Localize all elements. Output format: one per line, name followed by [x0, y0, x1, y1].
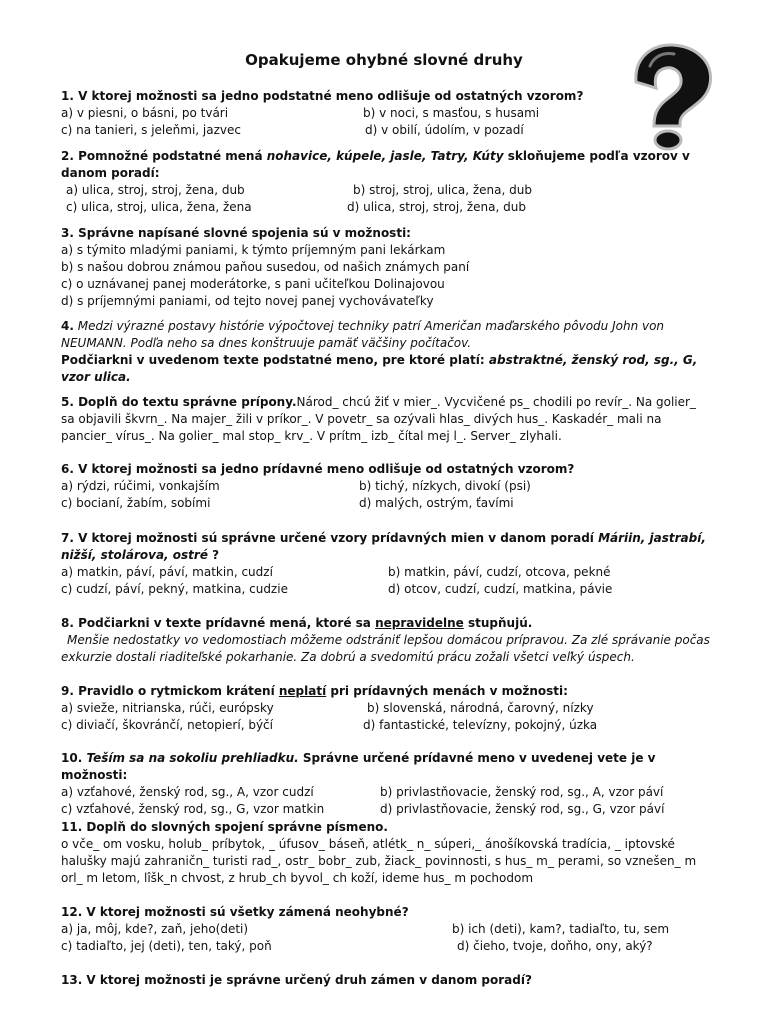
question-5-exercise: Národ_ chcú žiť v mier_. Vycvičené ps_ chodili po revír_. Na golier_ sa objavili škvrn_. Na majer_ žili v príkor_. V povetr_ sa ozývali hlas_ divých hus_. Kaskadér_ mali na pancier_ vírus_. Na golier_ mal stop_ krv_. V prítm_ izb_ čítal mej l_. Server_ zlyhali.: [61, 395, 696, 443]
question-9-heading-text: 9. Pravidlo o rytmickom krátení: [61, 684, 279, 698]
question-4-text: [61, 318, 713, 352]
question-1-option-d: d) v obilí, údolím, v pozadí: [365, 123, 524, 137]
question-9-heading-tail: pri prídavných menách v možnosti:: [326, 684, 568, 698]
question-9: [61, 683, 713, 734]
question-6-option-b: b) tichý, nízkych, divokí (psi): [359, 479, 531, 493]
question-2: [61, 148, 713, 216]
question-7-heading-words: Máriin, jastrabí, nižší, stolárova, ostré: [61, 531, 706, 562]
question-1-option-b: b) v noci, s masťou, s husami: [363, 106, 540, 120]
question-4-task: [61, 352, 713, 386]
question-10-heading-sentence: Teším sa na sokoliu prehliadku.: [86, 751, 299, 765]
question-12-option-b: b) ich (deti), kam?, tadiaľto, tu, sem: [452, 922, 670, 936]
question-2-heading-text: 2. Pomnožné podstatné mená: [61, 149, 267, 163]
question-8-passage: Menšie nedostatky vo vedomostiach môžeme odstrániť lepšou domácou prípravou. Za zlé správanie počas exkurzie dostali riaditeľské pokarhanie. Za dobrú a svedomitú prácu zožali všetci veľký úspech.: [61, 633, 710, 664]
question-8-heading-text: 8. Podčiarkni v texte prídavné mená, ktoré sa: [61, 616, 376, 630]
question-6-option-a: a) rýdzi, rúčimi, vonkajším: [61, 479, 220, 493]
question-12-option-d: d) čieho, tvoje, doňho, ony, aký?: [457, 939, 653, 953]
question-3-option-b: b) s našou dobrou známou paňou susedou, od našich známych paní: [61, 260, 470, 274]
question-2-heading-tail: skloňujeme podľa vzorov v danom poradí:: [61, 149, 690, 180]
question-8: [61, 615, 713, 666]
question-7: [61, 530, 713, 598]
question-7-heading-tail: ?: [207, 548, 220, 562]
question-2-option-c: c) ulica, stroj, ulica, žena, žena: [66, 200, 252, 214]
page-title: Opakujeme ohybné slovné druhy: [245, 51, 523, 69]
question-8-heading-underlined: nepravidelne: [375, 616, 464, 630]
question-12-option-a: a) ja, môj, kde?, zaň, jeho(deti): [61, 922, 249, 936]
question-12-heading: 12. V ktorej možnosti sú všetky zámená neohybné?: [61, 905, 409, 919]
question-2-option-a: a) ulica, stroj, stroj, žena, dub: [66, 183, 245, 197]
question-9-heading: [61, 683, 713, 700]
question-1: [61, 88, 713, 139]
question-9-heading-underlined: neplatí: [278, 684, 327, 698]
question-1-heading: 1. V ktorej možnosti sa jedno podstatné meno odlišuje od ostatných vzorom?: [61, 89, 584, 103]
question-1-option-a: a) v piesni, o básni, po tvári: [61, 106, 229, 120]
question-2-heading-words: nohavice, kúpele, jasle, Tatry, Kúty: [266, 149, 504, 163]
question-7-option-b: b) matkin, páví, cudzí, otcova, pekné: [388, 565, 611, 579]
question-10-option-c: c) vzťahové, ženský rod, sg., G, vzor matkin: [61, 802, 325, 816]
question-3-option-c: c) o uznávanej panej moderátorke, s pani učiteľkou Dolinajovou: [61, 277, 445, 291]
question-10-heading-number: 10.: [61, 751, 87, 765]
question-9-option-b: b) slovenská, národná, čarovný, nízky: [367, 701, 594, 715]
question-6: [61, 461, 713, 512]
question-10-heading: [61, 750, 713, 784]
question-5-heading: 5. Doplň do textu správne prípony.: [61, 395, 297, 409]
question-2-heading: [61, 148, 713, 182]
question-7-heading: [61, 530, 713, 564]
question-4-task-criteria: abstraktné, ženský rod, sg., G, vzor ulica.: [61, 353, 698, 384]
question-4-task-text: Podčiarkni v uvedenom texte podstatné meno, pre ktoré platí:: [61, 353, 489, 367]
question-11-exercise: o vče_ om vosku, holub_ príbytok, _ úfusov_ báseň, atlétk_ n_ súperi,_ ánošíkovská tradícia, _ iptovské halušky majú zahraničn_ turisti rad_, ostr_ bobr_ zub, žiack_ povinnosti, s hus_ m_ perami, so vznešen_ m orl_ m letom, lîšk_n chvost, z hrub_ch byvol_ ch koží, ideme hus_ m pochodom: [61, 837, 697, 885]
question-12: [61, 904, 713, 955]
question-13: [61, 972, 713, 989]
question-3-option-d: d) s príjemnými paniami, od tejto novej panej vychovávateľky: [61, 294, 434, 308]
question-7-option-d: d) otcov, cudzí, cudzí, matkina, pávie: [388, 582, 613, 596]
question-5: [61, 394, 713, 445]
question-5-text: [61, 394, 713, 445]
question-4-passage: Medzi výrazné postavy histórie výpočtovej techniky patrí Američan maďarského pôvodu John von NEUMANN. Podľa neho sa dnes konštruuje pamäť väčšiny počítačov.: [61, 319, 665, 350]
question-13-heading: 13. V ktorej možnosti je správne určený druh zámen v danom poradí?: [61, 973, 532, 987]
question-4: [61, 318, 713, 386]
question-10-heading-text: Správne určené prídavné meno v uvedenej vete je v možnosti:: [61, 751, 656, 782]
question-10-option-b: b) privlastňovacie, ženský rod, sg., A, vzor páví: [380, 785, 664, 799]
question-6-option-d: d) malých, ostrým, ťavími: [359, 496, 514, 510]
question-1-option-c: c) na tanieri, s jeleňmi, jazvec: [61, 123, 241, 137]
question-12-option-c: c) tadiaľto, jej (deti), ten, taký, poň: [61, 939, 272, 953]
question-3-heading: 3. Správne napísané slovné spojenia sú v možnosti:: [61, 226, 411, 240]
question-3-option-a: a) s týmito mladými paniami, k týmto príjemným pani lekárkam: [61, 243, 446, 257]
question-10-option-d: d) privlastňovacie, ženský rod, sg., G, vzor páví: [380, 802, 665, 816]
question-11-heading: 11. Doplň do slovných spojení správne písmeno.: [61, 820, 388, 834]
question-9-option-d: d) fantastické, televízny, pokojný, úzka: [363, 718, 598, 732]
question-4-number: 4.: [61, 319, 74, 333]
question-11: [61, 819, 713, 887]
question-8-heading-tail: stupňujú.: [463, 616, 533, 630]
question-7-heading-text: 7. V ktorej možnosti sú správne určené vzory prídavných mien v danom poradí: [61, 531, 599, 545]
question-2-option-b: b) stroj, stroj, ulica, žena, dub: [353, 183, 532, 197]
question-9-option-a: a) svieže, nitrianska, rúči, európsky: [61, 701, 274, 715]
question-6-option-c: c) bocianí, žabím, sobími: [61, 496, 211, 510]
question-2-option-d: d) ulica, stroj, stroj, žena, dub: [347, 200, 526, 214]
question-8-heading: [61, 615, 713, 632]
question-3: [61, 225, 713, 310]
question-7-option-c: c) cudzí, páví, pekný, matkina, cudzie: [61, 582, 288, 596]
question-6-heading: 6. V ktorej možnosti sa jedno prídavné meno odlišuje od ostatných vzorom?: [61, 462, 575, 476]
question-10: [61, 750, 713, 818]
question-9-option-c: c) diviačí, škovránčí, netopierí, býčí: [61, 718, 273, 732]
question-10-option-a: a) vzťahové, ženský rod, sg., A, vzor cudzí: [61, 785, 314, 799]
question-7-option-a: a) matkin, páví, páví, matkin, cudzí: [61, 565, 273, 579]
